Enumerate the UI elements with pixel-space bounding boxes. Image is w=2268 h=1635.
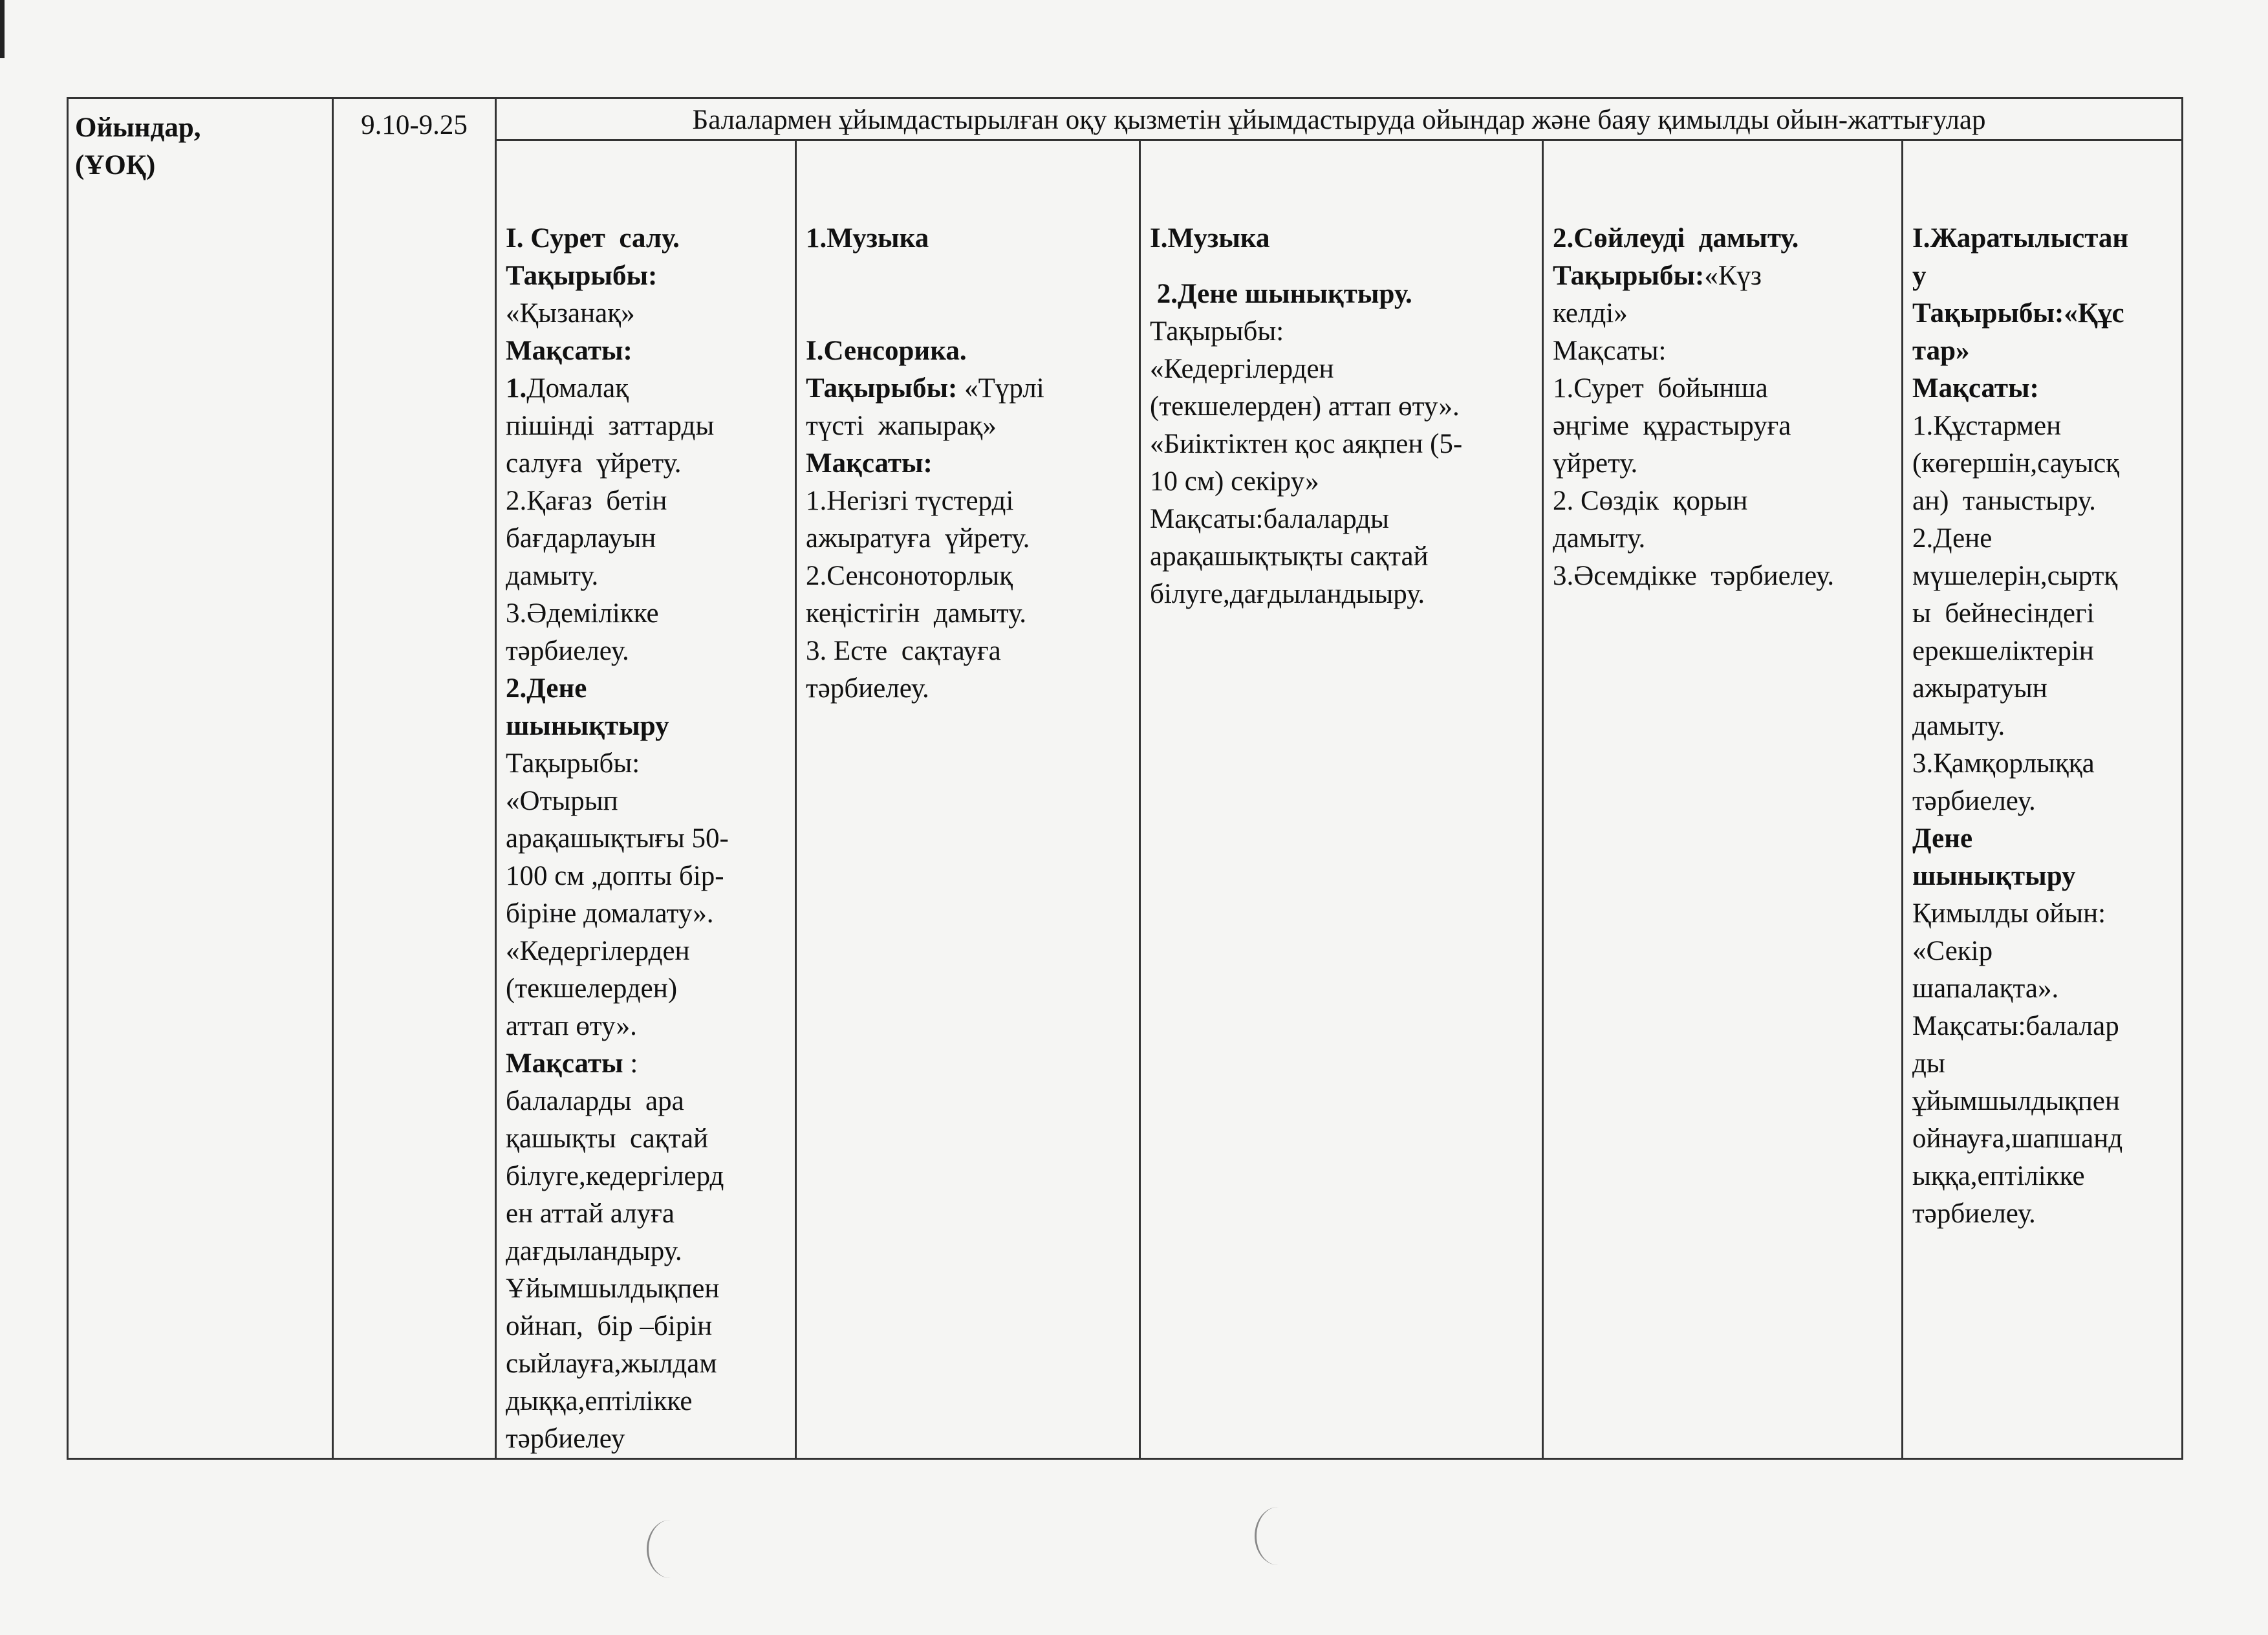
activity-line: арақашықтықты сақтай xyxy=(1150,541,1429,572)
activity-line: Тақырыбы: xyxy=(506,261,658,291)
activity-line: ан) таныстыру. xyxy=(1912,486,2096,516)
activity-line: 2.Сөйлеуді дамыту. xyxy=(1553,223,1799,254)
activity-line: «Секір xyxy=(1912,936,1993,966)
scan-artifact-arc-2 xyxy=(1255,1507,1302,1565)
activity-line: Мақсаты: xyxy=(506,336,632,366)
activity-line: 3.Қамқорлыққа xyxy=(1912,748,2095,779)
activity-line: 3. Есте сақтауға xyxy=(806,636,1001,666)
activity-line: Тақырыбы: «Түрлі xyxy=(806,373,1044,404)
activity-line: 2. Сөздік қорын xyxy=(1553,486,1748,516)
activity-line: ды xyxy=(1912,1048,1945,1079)
activity-line: салуға үйрету. xyxy=(506,448,682,479)
activity-column-1 xyxy=(496,140,796,1459)
activity-column-3 xyxy=(1140,140,1543,1459)
activity-line: ойнауға,шапшанд xyxy=(1912,1123,2123,1154)
activity-line: пішінді заттарды xyxy=(506,411,715,441)
activity-column-2-content xyxy=(797,141,1139,708)
section-label-line-1: Ойындар, xyxy=(75,113,201,143)
activity-line: білуге,кедергілерд xyxy=(506,1161,724,1191)
activity-line: 2.Дене шынықтыру. xyxy=(1150,279,1412,309)
activity-line: Дене xyxy=(1912,823,1973,854)
activity-column-3-content xyxy=(1141,141,1542,613)
activity-line: Қимылды ойын: xyxy=(1912,898,2106,929)
section-label-line-2: (ҰОҚ) xyxy=(75,150,156,180)
activity-line: тәрбиелеу xyxy=(506,1424,625,1454)
schedule-table xyxy=(67,97,2183,1460)
activity-column-5 xyxy=(1903,140,2183,1459)
activity-column-4-content xyxy=(1544,141,1901,595)
activity-line: I.Сенсорика. xyxy=(806,336,967,366)
activity-line: ы бейнесіндегі xyxy=(1912,598,2095,629)
time-cell xyxy=(333,98,496,1459)
activity-line: дамыту. xyxy=(1553,523,1646,554)
activity-line: 2.Дене xyxy=(506,673,587,704)
activity-line: 2.Сенсоноторлық xyxy=(806,561,1013,591)
activity-line: 2.Қағаз бетін xyxy=(506,486,667,516)
activity-line: 2.Дене xyxy=(1912,523,1993,554)
header-text: Балалармен ұйымдастырылған оқу қызметін ұйымдастыруда ойындар және баяу қимылды ойын-жаттығулар xyxy=(692,105,1986,135)
activity-line: ажыратуға үйрету. xyxy=(806,523,1030,554)
activity-line: кеңістігін дамыту. xyxy=(806,598,1027,629)
activity-line: тәрбиелеу. xyxy=(806,673,929,704)
activity-line: (текшелерден) xyxy=(506,973,678,1004)
activity-line: 1.Құстармен xyxy=(1912,411,2062,441)
time-text: 9.10-9.25 xyxy=(361,110,468,140)
activity-line: ерекшеліктерін xyxy=(1912,636,2094,666)
activity-line: Мақсаты:балалар xyxy=(1912,1011,2119,1041)
activity-line: білуге,дағдыландыыру. xyxy=(1150,579,1425,609)
activity-line: түсті жапырақ» xyxy=(806,411,997,441)
activity-line: біріне домалату». xyxy=(506,898,714,929)
scan-edge-mark xyxy=(0,0,5,58)
activity-line: шынықтыру xyxy=(506,711,669,741)
spacer xyxy=(806,257,1132,295)
activity-line: «Қызанақ» xyxy=(506,298,635,329)
activity-line: ен аттай алуға xyxy=(506,1198,675,1229)
activity-line: ойнап, бір –бірін xyxy=(506,1311,713,1341)
activity-line: I.Музыка xyxy=(1150,223,1270,254)
activity-line: Мақсаты: xyxy=(806,448,933,479)
header-row xyxy=(68,98,2183,140)
activity-line: қашықты сақтай xyxy=(506,1123,709,1154)
activity-line: Ұйымшылдықпен xyxy=(506,1273,720,1304)
activity-line: арақашықтығы 50- xyxy=(506,823,729,854)
activity-line: Мақсаты:балаларды xyxy=(1150,504,1389,534)
activity-line: 3.Әдемілікке xyxy=(506,598,659,629)
activity-line: тар» xyxy=(1912,336,1970,366)
activity-column-1-content xyxy=(497,141,795,1458)
activity-line: Тақырыбы:«Күз xyxy=(1553,261,1762,291)
activity-line: тәрбиелеу. xyxy=(506,636,629,666)
activity-line: Тақырыбы: xyxy=(506,748,640,779)
activity-line: I. Сурет салу. xyxy=(506,223,680,254)
activity-line: бағдарлауын xyxy=(506,523,656,554)
activity-line: сыйлауға,жылдам xyxy=(506,1348,717,1379)
activity-line: Мақсаты: xyxy=(1553,336,1667,366)
activity-line: Мақсаты : xyxy=(506,1048,638,1079)
activity-line: Мақсаты: xyxy=(1912,373,2039,404)
activity-line: ыққа,ептілікке xyxy=(1912,1161,2085,1191)
activity-line: Тақырыбы:«Құс xyxy=(1912,298,2124,329)
activity-line: дыққа,ептілікке xyxy=(506,1386,693,1416)
activity-line: (көгершін,сауысқ xyxy=(1912,448,2120,479)
scan-artifact-arc-1 xyxy=(647,1520,694,1578)
activity-line: балаларды ара xyxy=(506,1086,684,1116)
spacer xyxy=(806,295,1132,332)
activity-line: 1.Домалақ xyxy=(506,373,629,404)
activity-line: «Отырып xyxy=(506,786,618,816)
activity-line: дамыту. xyxy=(506,561,599,591)
section-label-cell xyxy=(68,98,333,1459)
activity-line: (текшелерден) аттап өту». xyxy=(1150,391,1460,422)
activity-line: мүшелерін,сыртқ xyxy=(1912,561,2118,591)
activity-line: 3.Әсемдікке тәрбиелеу. xyxy=(1553,561,1835,591)
activity-line: Тақырыбы: xyxy=(1150,316,1284,347)
activity-line: үйрету. xyxy=(1553,448,1638,479)
activity-line: ұйымшылдықпен xyxy=(1912,1086,2120,1116)
activity-line: дағдыландыру. xyxy=(506,1236,682,1266)
activity-column-5-content xyxy=(1903,141,2181,1233)
activity-line: «Кедергілерден xyxy=(506,936,690,966)
activity-line: дамыту. xyxy=(1912,711,2005,741)
activity-line: у xyxy=(1912,261,1927,291)
activity-line: әңгіме құрастыруға xyxy=(1553,411,1791,441)
activity-line: шынықтыру xyxy=(1912,861,2076,891)
activity-line: аттап өту». xyxy=(506,1011,637,1041)
activity-line: 10 см) секіру» xyxy=(1150,466,1319,497)
activity-column-2 xyxy=(796,140,1140,1459)
activity-line: 1.Негізгі түстерді xyxy=(806,486,1014,516)
activity-line: шапалақта». xyxy=(1912,973,2059,1004)
spacer xyxy=(1150,257,1535,276)
activity-line: 1.Музыка xyxy=(806,223,929,254)
activity-line: I.Жаратылыстан xyxy=(1912,223,2129,254)
activity-line: ажыратуын xyxy=(1912,673,2047,704)
activity-line: 1.Сурет бойынша xyxy=(1553,373,1768,404)
activity-line: келді» xyxy=(1553,298,1628,329)
activity-line: тәрбиелеу. xyxy=(1912,786,2036,816)
activity-line: «Кедергілерден xyxy=(1150,354,1334,384)
activity-line: тәрбиелеу. xyxy=(1912,1198,2036,1229)
header-cell xyxy=(496,98,2183,140)
activity-column-4 xyxy=(1543,140,1903,1459)
activity-line: «Биіктіктен қос аяқпен (5- xyxy=(1150,429,1463,459)
activity-line: 100 см ,допты бір- xyxy=(506,861,724,891)
